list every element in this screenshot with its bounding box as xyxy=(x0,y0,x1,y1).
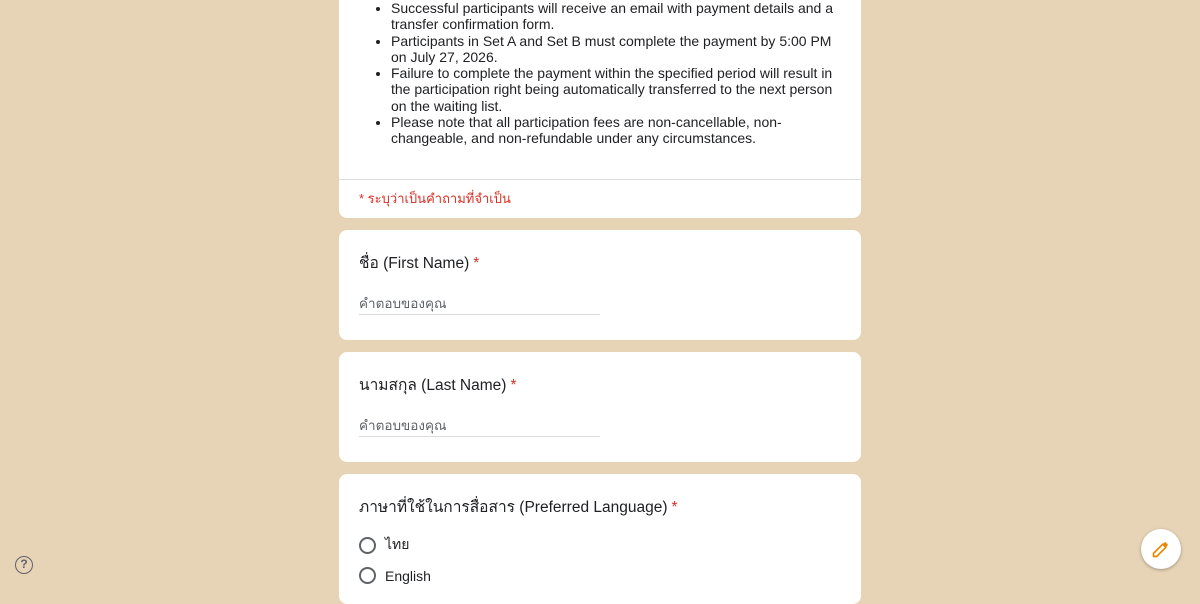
required-asterisk: * xyxy=(510,377,517,394)
radio-circle-icon[interactable] xyxy=(359,567,376,584)
list-item: • Successful participants will receive an email with payment details and a transfer confirmation form. xyxy=(391,0,841,33)
required-asterisk: * xyxy=(473,255,480,272)
radio-label: ไทย xyxy=(385,536,410,552)
list-item: • Failure to complete the payment within the specified period will result in the participation right being automatically transferred to the next person on the waiting list. xyxy=(391,65,841,114)
help-circle-icon[interactable]: ? xyxy=(15,556,33,574)
radio-circle-icon[interactable] xyxy=(359,537,376,554)
radio-option-thai[interactable] xyxy=(359,534,409,556)
divider xyxy=(339,179,861,180)
question-title xyxy=(359,372,517,397)
form-description-card xyxy=(339,0,861,218)
question-card-last-name xyxy=(339,352,861,462)
last-name-input[interactable] xyxy=(359,415,600,437)
question-title xyxy=(359,250,479,275)
question-card-first-name xyxy=(339,230,861,340)
question-card-language xyxy=(339,474,861,604)
first-name-input[interactable] xyxy=(359,293,600,315)
pencil-icon xyxy=(1151,539,1171,559)
question-title-text: ภาษาที่ใช้ในการสื่อสาร (Preferred Language) xyxy=(359,499,668,516)
list-item: • Participants in Set A and Set B must complete the payment by 5:00 PM on July 27, 2026. xyxy=(391,33,841,66)
radio-option-english[interactable] xyxy=(359,567,431,584)
required-asterisk: * xyxy=(671,499,678,516)
edit-button[interactable] xyxy=(1141,529,1181,569)
payment-info-list xyxy=(391,0,841,147)
question-title xyxy=(359,494,678,519)
question-title-text: นามสกุล (Last Name) xyxy=(359,377,507,394)
radio-label: English xyxy=(385,567,431,584)
form-column xyxy=(339,0,861,604)
list-item: • Please note that all participation fees are non-cancellable, non-changeable, and non-refundable under any circumstances. xyxy=(391,114,841,147)
question-title-text: ชื่อ (First Name) xyxy=(359,255,470,272)
required-note: * ระบุว่าเป็นคำถามที่จำเป็น xyxy=(359,191,511,206)
